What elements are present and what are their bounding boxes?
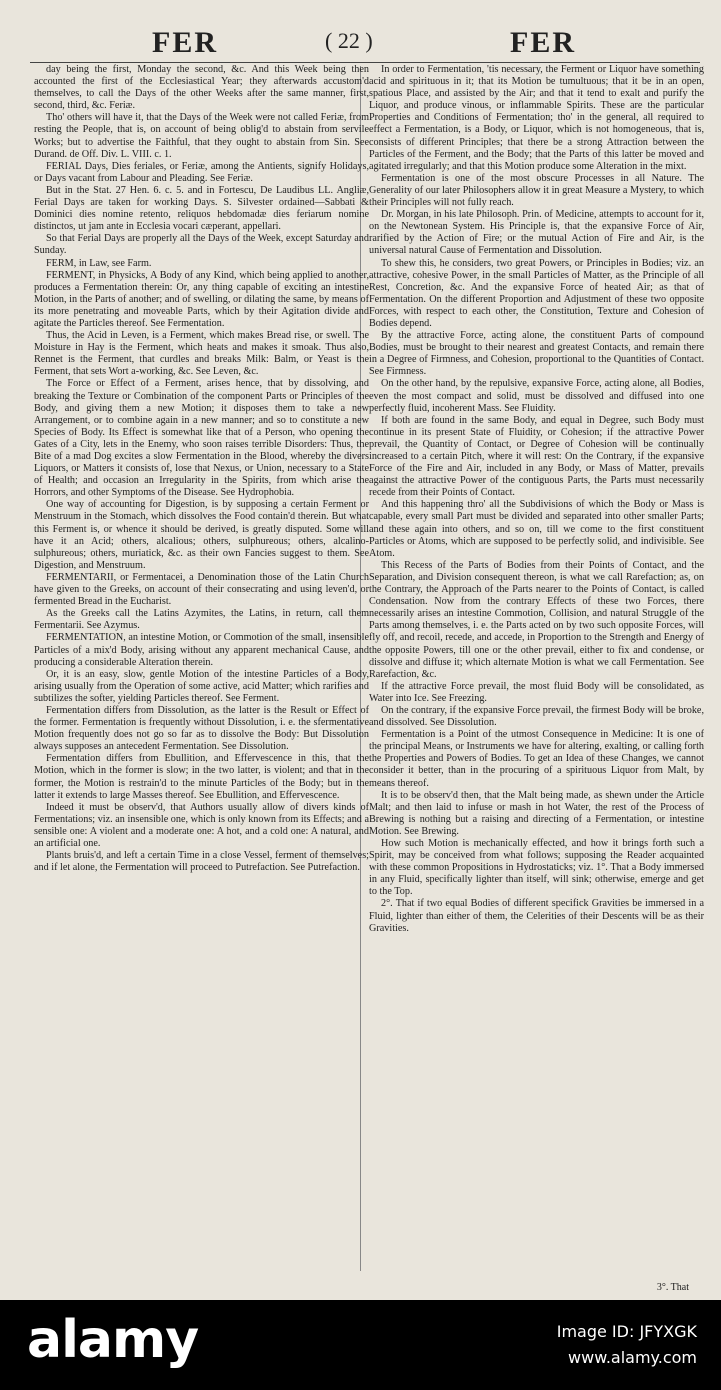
- paragraph: Fermentation is a Point of the utmost Consequence in Medicine: It is one of the principal Means, or Instruments we have for altering, exalting, or calling forth the Properties and Powers of Bodies. To get an Idea of these Changes, we cannot consider it better, than in the procuring of a spirituous Liquor from Malt, by means thereof.: [369, 729, 704, 789]
- paragraph: Dr. Morgan, in his late Philosoph. Prin. of Medicine, attempts to account for it, on the Newtonean System. His Principle is, that the expansive Force of Air, rarified by the Action of Fire; or the mutual Action of Fire and Air, is the universal natural Cause of Fermentation and Dissolution.: [369, 209, 704, 257]
- paragraph: How such Motion is mechanically effected, and how it brings forth such a Spirit, may be conceived from what follows; supposing the Reader acquainted with these common Propositions in Hydrostaticks; viz. 1°. That a Body immersed in any Fluid, specifically lighter than itself, will sink; otherwise, emerge and get to the Top.: [369, 838, 704, 898]
- paragraph: FERIAL Days, Dies feriales, or Feriæ, among the Antients, signify Holidays, or Days vacant from Labour and Pleading. See Feriæ.: [34, 160, 369, 184]
- alamy-logo: alamy: [27, 1310, 199, 1370]
- left-headword: FER: [152, 26, 218, 59]
- paragraph: As the Greeks call the Latins Azymites, the Latins, in return, call them Fermentarii. See Azymus.: [34, 608, 369, 632]
- paragraph: day being the first, Monday the second, &c. And this Week being then accounted the first of the Ecclesiastical Year; they afterwards accustom'd themselves, to call the Days of the other Weeks after the same manner, first, second, third, &c. Feriæ.: [34, 64, 369, 112]
- paragraph: FERMENTARII, or Fermentacei, a Denomination those of the Latin Church have given to the Greeks, on account of their consecrating and using leven'd, or fermented Bread in the Eucharist.: [34, 571, 369, 608]
- paragraph: This Recess of the Parts of Bodies from their Points of Contact, and the Separation, and Division consequent thereon, is what we call Rarefaction; as, on the Contrary, the Approach of the Parts nearer to the Points of Contact, is called Condensation. Now from the contrary Effects of these two Forces, there necessarily arises an intestine Commotion, Collision, and natural Struggle of the Parts among themselves, i. e. the Parts acted on by two such opposite Forces, will fly off, and recoil, recede, and accede, in Proportion to the Strength and Energy of the opposite Powers, till one or the other prevail, either to fix and condense, or dissolve and diffuse it; which alternate Motion is what we call Fermentation. See Rarefaction, &c.: [369, 559, 704, 680]
- paragraph: Tho' others will have it, that the Days of the Week were not called Feriæ, from resting the People, that is, on account of being oblig'd to abstain from servile Works; but to advertise the Faithful, that they ought to abstain from Sin. See Durand. de Off. Div. L. VIII. c. 1.: [34, 112, 369, 160]
- image-id-label: Image ID: JFYXGK: [556, 1322, 697, 1341]
- paragraph: Indeed it must be observ'd, that Authors usually allow of divers kinds of Fermentations; viz. an insensible one, which is only known from its Effects; and a sensible one: A violent and a moderate one: A hot, and a cold one: A natural, and an artificial one.: [34, 801, 369, 849]
- paragraph: On the other hand, by the repulsive, expansive Force, acting alone, all Bodies, even the most compact and solid, must be dissolved and diffused into one perfectly fluid, incoherent Mass. See Fluidity.: [369, 378, 704, 414]
- watermark-footer: [0, 1300, 721, 1390]
- right-column: [369, 64, 704, 1279]
- paragraph: But in the Stat. 27 Hen. 6. c. 5. and in Fortescu, De Laudibus LL. Angliæ, Ferial Days are taken for working Days. S. Silvester ordained—Sabbati & Dominici dies nomine retento, reliquos hebdomadæ dies feriarum nomine distinctos, ut jam ante in Ecclesia vocari cæperant, appellari.: [34, 184, 369, 233]
- paragraph: If the attractive Force prevail, the most fluid Body will be consolidated, as Water into Ice. See Freezing.: [369, 680, 704, 704]
- paragraph: Fermentation is one of the most obscure Processes in all Nature. The Generality of our later Philosophers allow it in great Measure a Mystery, to which their Principles will not fully reach.: [369, 172, 704, 209]
- paragraph: 2°. That if two equal Bodies of different specifick Gravities be immersed in a Fluid, lighter than either of them, the Celerities of their Descents will be as their Gravities.: [369, 898, 704, 934]
- paragraph: Thus, the Acid in Leven, is a Ferment, which makes Bread rise, or swell. The Moisture in Hay is the Ferment, which heats and makes it smoak. Thus also, Rennet is the Ferment, that curdles and breaks Milk: Balm, or Yeast is the Ferment, that sets Wort a-working, &c. See Leven, &c.: [34, 330, 369, 378]
- website-label: www.alamy.com: [568, 1348, 697, 1367]
- paragraph: FERMENT, in Physicks, A Body of any Kind, which being applied to another, produces a Fermentation therein: Or, any thing capable of exciting an intestine Motion, in the Parts of another; and of swelling, or dilating the same, by means of its more penetrating and moveable Parts, which by their Agitation divide and agitate the Particles thereof. See Fermentation.: [34, 269, 369, 329]
- paragraph: To shew this, he considers, two great Powers, or Principles in Bodies; viz. an attractive, cohesive Power, in the small Particles of Matter, as the Principle of all Rest, Concretion, &c. And the expansive Force of heated Air; as that of Fermentation. On the different Proportion and Adjustment of these two opposite Forces, with respect to each other, the Constitution, Texture and Cohesion of Bodies depend.: [369, 257, 704, 329]
- paragraph: Fermentation differs from Ebullition, and Effervescence in this, that the Motion, which in the former is slow; in the two latter, is violent; and that in the former, the Motion is restrain'd to the minute Particles of the Body; but in the latter it extends to large Masses thereof. See Ebullition, and Effervescence.: [34, 753, 369, 801]
- left-column: [34, 64, 369, 1279]
- paragraph: The Force or Effect of a Ferment, arises hence, that by dissolving, and breaking the Texture or Combination of the component Parts or Principles of the Body, and giving them a new Motion; it disposes them to take a new Arrangement, or to combine again in a new manner; and so to constitute a new Species of Body. Its Effect is somewhat like that of a Person, who opening the Gates of a City, lets in the Enemy, who soon raises terrible Disorders: Thus, the Bite of a mad Dog excites a slow Fermentation in the Blood, whereby the divers Liquors, or Matters it consists of, lose that Nexus, or Union, necessary to a State of Health; and occasion an Irregularity in the Spirits, from which arise the Horrors, and other Symptoms of the Disease. See Hydrophobia.: [34, 378, 369, 499]
- paragraph: On the contrary, if the expansive Force prevail, the firmest Body will be broke, and dissolved. See Dissolution.: [369, 704, 704, 729]
- paragraph: Fermentation differs from Dissolution, as the latter is the Result or Effect of the former. Fermentation is frequently without Dissolution, i. e. the sfermentative Motion frequently does not go so far as to dissolve the Body: But Dissolution always supposes an antecedent Fermentation. See Dissolution.: [34, 704, 369, 753]
- paragraph: And this happening thro' all the Subdivisions of which the Body or Mass is capable, every small Part must be divided and separated into other smaller Parts; and these again into others, and so on, till we come to the first constituent Particles or Atoms, which are supposed to be perfectly solid, and indivisible. See Atom.: [369, 499, 704, 559]
- paragraph: So that Ferial Days are properly all the Days of the Week, except Saturday and Sunday.: [34, 233, 369, 257]
- paragraph: FERM, in Law, see Farm.: [46, 257, 152, 269]
- paragraph: In order to Fermentation, 'tis necessary, the Ferment or Liquor have something acid and spirituous in it; that its Motion be tumultuous; that it be in an open, spatious Place, and assisted by the Air; and that it tend to exalt and purify the Liquor, and produce vinous, or inflammable Spirits. These are the particular Properties and Conditions of Fermentation; tho' in the general, all required to effect a Fermentation, is a Body, or Liquor, which is not homogeneous, that is, consists of different Principles; that there be a strong Attraction between the Particles of the Ferment, and the Body; that the Parts of this latter be moved and agitated irregularly; and that this Motion produce some Alteration in the mixt.: [369, 64, 704, 172]
- right-headword: FER: [510, 26, 576, 59]
- paragraph: Or, it is an easy, slow, gentle Motion of the intestine Particles of a Body, arising usually from the Operation of some active, acid Matter; which rarifies and subtilizes the softer, yielding Particles thereof. See Ferment.: [34, 668, 369, 704]
- paragraph: One way of accounting for Digestion, is by supposing a certain Ferment or Menstruum in the Stomach, which dissolves the Food contain'd therein. But what this Ferment is, or whence it should be derived, is greatly disputed. Some will have it an Acid; others, alcalious; others, sulphureous; others, alcalino-sulphureous; others, muriatick, &c. as their own Fancies suggest to them. See Digestion, and Menstruum.: [34, 499, 369, 571]
- paragraph: FERMENTATION, an intestine Motion, or Commotion of the small, insensible Particles of a mix'd Body, arising without any apparent mechanical Cause, and producing a considerable Alteration therein.: [34, 632, 369, 668]
- page-number: ( 22 ): [325, 28, 373, 53]
- header-rule: [30, 62, 700, 63]
- catchword: 3°. That: [656, 1282, 689, 1293]
- paragraph: Plants bruis'd, and left a certain Time in a close Vessel, ferment of themselves; and if let alone, the Fermentation will proceed to Putrefaction. See Putrefaction.: [34, 850, 369, 874]
- paragraph: It is to be observ'd then, that the Malt being made, as shewn under the Article Malt; and then laid to infuse or mash in hot Water, the rest of the Process of Brewing is nothing but a raising and directing of a Fermentation, or intestine Motion. See Brewing.: [369, 789, 704, 837]
- paragraph: By the attractive Force, acting alone, the constituent Parts of compound Bodies, must be brought to their nearest and greatest Contacts, and remain there in a Degree of Firmness, and Cohesion, proportional to the Quantities of Contact. See Firmness.: [369, 330, 704, 378]
- page-header: [0, 20, 721, 60]
- paragraph: If both are found in the same Body, and equal in Degree, such Body must continue in its present State of Fluidity, or Cohesion; if the attractive Power prevail, the Quantity of Contact, or Degree of Cohesion will be continually increased to a certain Pitch, where it will rest: On the Contrary, if the expansive Force of the Fire and Air, included in any Body, or Mass of Matter, prevails against the attractive Power of the contiguous Parts, the Parts must necessarily recede from their Points of Contact.: [369, 414, 704, 499]
